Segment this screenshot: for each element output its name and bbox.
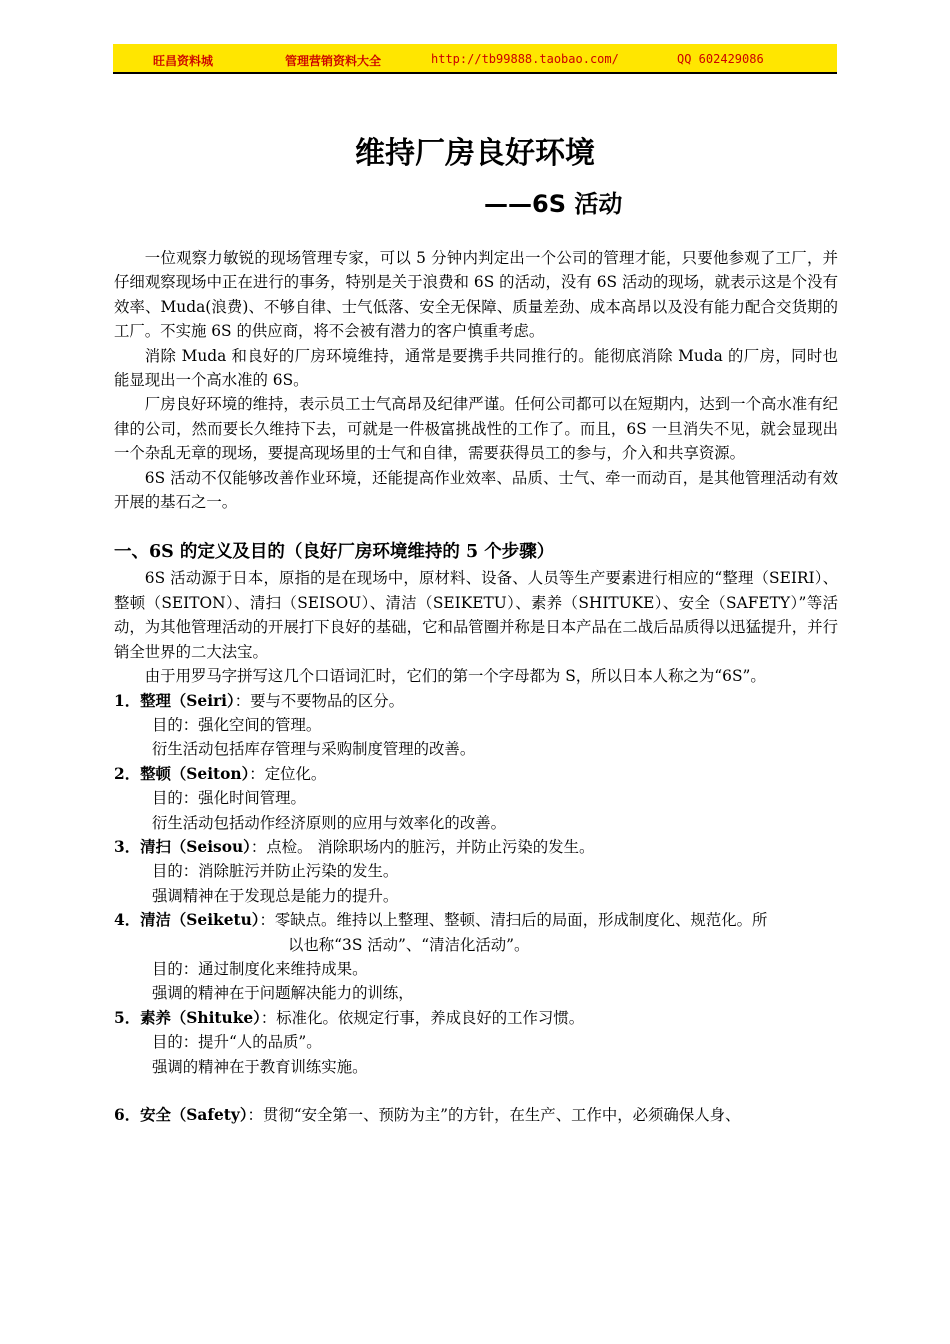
step-name: 清扫（Seisou） [140,837,251,856]
step-number: 1． [114,691,141,710]
step-number: 2． [114,764,141,783]
section-paragraph: 6S 活动源于日本，原指的是在现场中，原材料、设备、人员等生产要素进行相应的“整理（SEIRI）、整顿（SEITON）、清扫（SEISOU）、清洁（SEIKETU）、素养（SHITUKE）、安全（SAFETY）”等活动，为其他管理活动的开展打下良好的基础，它和品管圈并称是日本产品在二战后品质得以迅猛提升，并行销全世界的二大法宝。 [114,569,838,661]
section-heading: 一、6S 的定义及目的（良好厂房环境维持的 5 个步骤） [114,542,555,563]
step-desc: ：贯彻“安全第一、预防为主”的方针，在生产、工作中，必须确保人身、 [247,1106,741,1124]
step-desc: ：定位化。 [249,764,327,783]
step-number: 6． [114,1106,141,1124]
step-item [114,1103,838,1127]
step-note: 衍生活动包括动作经济原则的应用与效率化的改善。 [152,813,506,832]
step-name: 整顿（Seiton） [140,764,250,783]
step-item [114,908,838,932]
step-item [114,762,838,786]
step-note: 强调的精神在于问题解决能力的训练， [152,984,414,1003]
header-topic: 管理营销资料大全 [285,54,382,68]
step-name: 素养（Shituke） [140,1008,261,1027]
step-name: 整理（Seiri） [140,691,235,710]
step-note: 衍生活动包括库存管理与采购制度管理的改善。 [152,740,476,759]
step-number: 4． [114,911,141,930]
step-name: 清洁（Seiketu） [140,911,260,930]
step-note: 强调的精神在于教育训练实施。 [152,1057,368,1076]
step-desc: ：点检。 消除职场内的脏污，并防止污染的发生。 [250,837,595,856]
step-item [114,689,838,713]
step-purpose: 目的：提升“人的品质”。 [152,1033,322,1052]
step-desc: ：标准化。依规定行事，养成良好的工作习惯。 [260,1008,585,1027]
step-note: 强调精神在于发现总是能力的提升。 [152,886,399,905]
step-number: 3． [114,837,141,856]
document-body [114,246,838,1127]
section-paragraph: 由于用罗马字拼写这几个口语词汇时，它们的第一个字母都为 S，所以日本人称之为“6S”。 [144,667,766,686]
intro-paragraph: 消除 Muda 和良好的厂房环境维持，通常是要携手共同推行的。能彻底消除 Muda 的厂房，同时也能显现出一个高水准的 6S。 [114,346,838,390]
step-item [114,835,838,859]
step-purpose: 目的：通过制度化来维持成果。 [152,959,368,978]
intro-paragraph: 一位观察力敏锐的现场管理专家，可以 5 分钟内判定出一个公司的管理才能，只要他参观了工厂，并仔细观察现场中正在进行的事务，特别是关于浪费和 6S 的活动，没有 6S 活动的现场，就表示这是个没有效率、Muda(浪费)、不够自律、士气低落、安全无保障、质量差劲、成本高昂以及没有能力配合交货期的工厂。不实施 6S 的供应商，将不会被有潜力的客户慎重考虑。 [114,249,838,341]
step-purpose: 目的：消除脏污并防止污染的发生。 [152,862,399,881]
step-desc: ：要与不要物品的区分。 [234,691,404,710]
step-number: 5． [114,1008,141,1027]
step-purpose: 目的：强化空间的管理。 [152,715,322,734]
intro-paragraph: 6S 活动不仅能够改善作业环境，还能提高作业效率、品质、士气、牵一而动百，是其他管理活动有效开展的基石之一。 [114,468,838,512]
step-name: 安全（Safety） [140,1106,248,1124]
spacer [114,1079,838,1103]
header-bar [113,44,837,74]
step-desc-continuation: 以也称“3S 活动”、“清洁化活动”。 [288,935,530,954]
intro-paragraph: 厂房良好环境的维持，表示员工士气高昂及纪律严谨。任何公司都可以在短期内，达到一个高水准有纪律的公司，然而要长久维持下去，可就是一件极富挑战性的工作了。而且，6S 一旦消失不见，就会显现出一个杂乱无章的现场，要提高现场里的士气和自律，需要获得员工的参与，介入和共享资源。 [114,395,838,463]
step-item [114,1006,838,1030]
page-title: 维持厂房良好环境 [355,136,595,171]
page-subtitle: ——6S 活动 [484,190,623,218]
header-qq: QQ 602429086 [677,52,764,66]
header-shop-name: 旺昌资料城 [153,54,214,68]
step-desc: ：零缺点。维持以上整理、整顿、清扫后的局面，形成制度化、规范化。所 [259,911,768,930]
header-url-link[interactable]: http://tb99888.taobao.com/ [431,52,619,66]
step-purpose: 目的：强化时间管理。 [152,789,306,808]
